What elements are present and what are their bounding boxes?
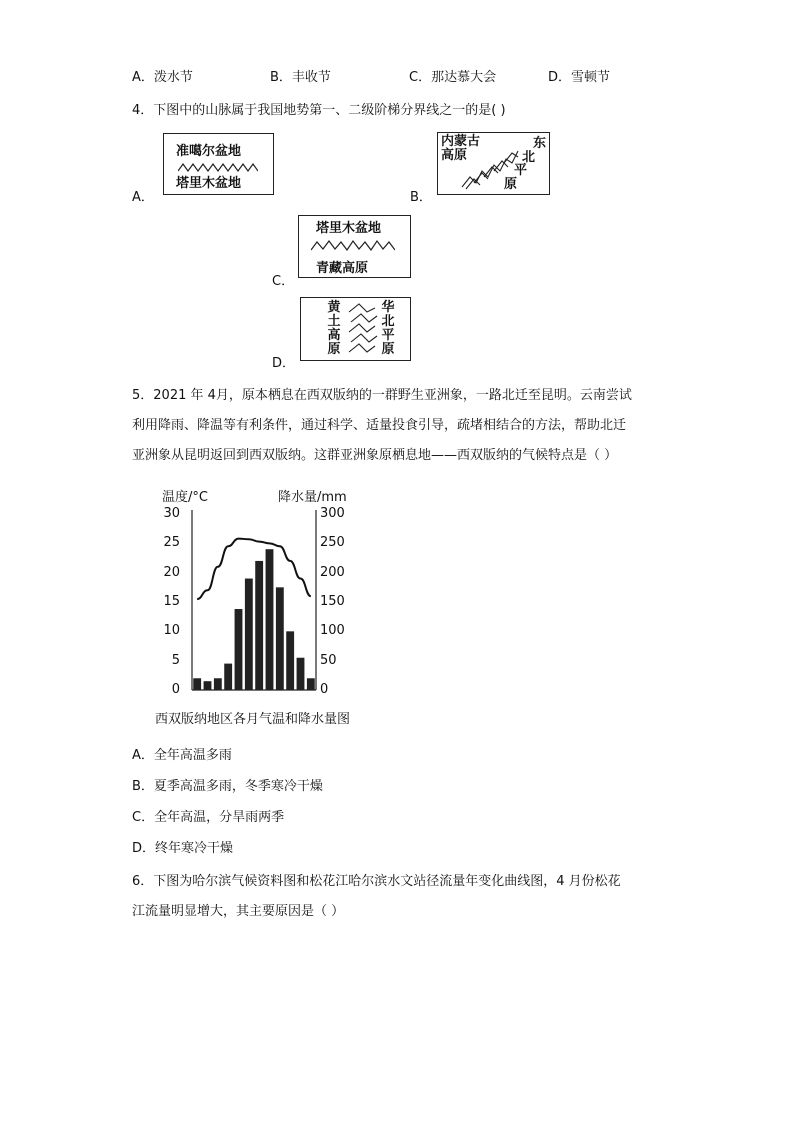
q4-c-bottom-label: 青藏高原 (316, 261, 369, 276)
chart-title: 西双版纳地区各月气温和降水量图 (155, 712, 351, 727)
q4-b-label-4: 北 (522, 150, 536, 165)
q4-diagram-d (300, 297, 411, 361)
q4-option-d-letter: D． (272, 356, 296, 371)
q4-b-label-5: 平 (514, 163, 528, 178)
precipitation-bar (214, 678, 222, 690)
q5-option-c: C．全年高温，分旱雨两季 (132, 810, 285, 825)
q4-b-label-1: 内蒙古 (441, 134, 481, 149)
chart-plot-area (150, 482, 370, 702)
right-tick-label: 150 (320, 594, 345, 609)
q4-a-bottom-label: 塔里木盆地 (176, 176, 242, 191)
right-tick-label: 250 (320, 535, 345, 551)
q3-option-c: C．那达慕大会 (409, 70, 497, 85)
q5-option-d: D．终年寒冷干燥 (132, 841, 234, 856)
precipitation-bar (297, 658, 305, 690)
left-tick-label: 0 (171, 682, 180, 697)
q4-option-a-letter: A． (132, 190, 154, 205)
q4-b-label-6: 原 (504, 177, 518, 192)
left-tick-label: 25 (163, 535, 180, 551)
climate-chart (150, 482, 370, 727)
right-tick-label: 200 (320, 564, 345, 580)
precipitation-bar (307, 678, 315, 690)
precipitation-bar (235, 609, 243, 690)
right-tick-label: 300 (320, 506, 345, 521)
precipitation-bar (286, 631, 294, 690)
q4-question: 4．下图中的山脉属于我国地势第一、二级阶梯分界线之一的是( ) (132, 103, 506, 118)
left-tick-label: 10 (163, 623, 180, 639)
right-tick-label: 0 (320, 682, 329, 697)
chart-right-axis-label: 降水量/mm (278, 490, 347, 505)
left-tick-label: 5 (171, 652, 180, 668)
precipitation-bar (276, 587, 284, 690)
mountain-range-icon (178, 162, 258, 172)
temperature-line (197, 539, 311, 599)
q4-d-left-label: 黄土高原 (327, 300, 341, 357)
q5-question-line-2: 利用降雨、降温等有利条件，通过科学、适量投食引导，疏堵相结合的方法，帮助北迁 (132, 418, 627, 433)
q5-question-line-1: 5．2021 年 4月，原本栖息在西双版纳的一群野生亚洲象，一路北迁至昆明。云南尝试 (132, 388, 632, 403)
precipitation-bar (224, 664, 232, 690)
q4-diagram-a (163, 133, 274, 195)
left-tick-label: 15 (163, 594, 180, 609)
precipitation-bar (255, 561, 263, 690)
q4-b-label-2: 高原 (441, 148, 468, 163)
left-tick-label: 30 (163, 506, 180, 521)
q6-question-line-1: 6．下图为哈尔滨气候资料图和松花江哈尔滨水文站径流量年变化曲线图，4 月份松花 (132, 874, 621, 889)
precipitation-bar (245, 579, 253, 690)
right-tick-label: 100 (320, 623, 345, 639)
q4-diagram-c (298, 215, 411, 278)
left-tick-label: 20 (163, 564, 180, 580)
q3-option-b: B．丰收节 (270, 70, 331, 85)
mountain-range-icon (311, 239, 395, 251)
q5-option-b: B．夏季高温多雨，冬季寒冷干燥 (132, 779, 323, 794)
mountain-range-icon (345, 302, 379, 356)
precipitation-bar (266, 549, 274, 690)
q4-c-top-label: 塔里木盆地 (316, 221, 382, 236)
q4-diagram-b (437, 132, 550, 195)
q4-d-right-label: 华北平原 (381, 300, 395, 357)
q4-option-c-letter: C． (272, 274, 295, 289)
q4-b-label-3: 东 (533, 136, 547, 151)
q6-question-line-2: 江流量明显增大，其主要原因是（ ） (132, 904, 345, 919)
mountain-range-icon (460, 141, 520, 191)
chart-left-axis-label: 温度/°C (162, 490, 208, 505)
precipitation-bar (204, 681, 212, 690)
q4-option-b-letter: B． (410, 190, 432, 205)
q5-question-line-3: 亚洲象从昆明返回到西双版纳。这群亚洲象原栖息地——西双版纳的气候特点是（ ） (132, 448, 618, 463)
q3-option-d: D．雪顿节 (548, 70, 611, 85)
q3-option-a: A．泼水节 (132, 70, 193, 85)
right-tick-label: 50 (320, 652, 337, 668)
q4-a-top-label: 准噶尔盆地 (176, 144, 242, 159)
precipitation-bar (193, 678, 201, 690)
q5-option-a: A．全年高温多雨 (132, 748, 232, 763)
